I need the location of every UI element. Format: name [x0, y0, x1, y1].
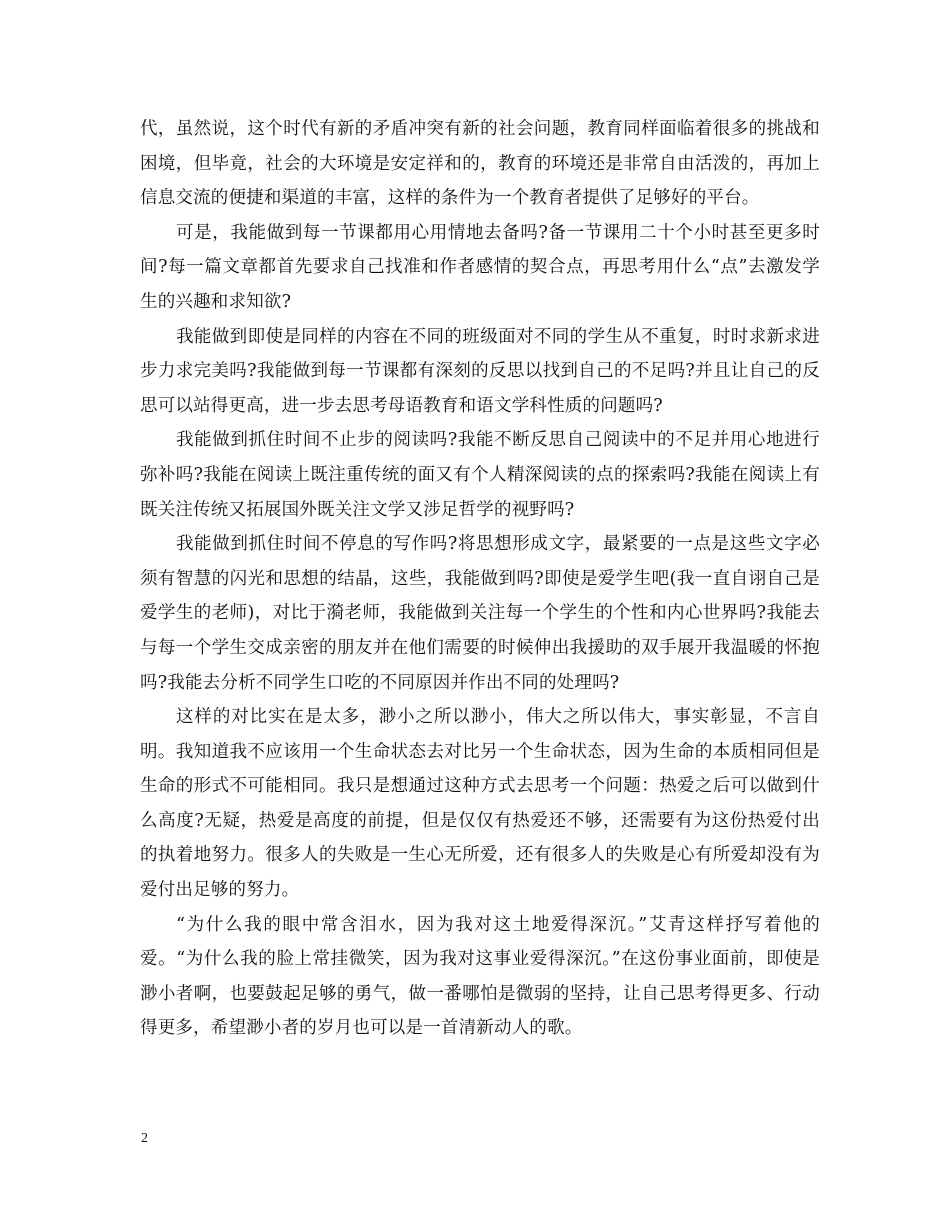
paragraph-2: 可是，我能做到每一节课都用心用情地去备吗?备一节课用二十个小时甚至更多时间?每一篇文章都首先要求自己找准和作者感情的契合点，再思考用什么“点”去激发学生的兴趣和求知欲? — [140, 222, 820, 312]
paragraph-4: 我能做到抓住时间不止步的阅读吗?我能不断反思自己阅读中的不足并用心地进行弥补吗?我能在阅读上既注重传统的面又有个人精深阅读的点的探索吗?我能在阅读上有既关注传统又拓展国外既关注文学又涉足哲学的视野吗? — [140, 430, 820, 520]
page-number: 2 — [141, 1131, 148, 1146]
body-text — [140, 112, 820, 1046]
paragraph-3: 我能做到即使是同样的内容在不同的班级面对不同的学生从不重复，时时求新求进步力求完美吗?我能做到每一节课都有深刻的反思以找到自己的不足吗?并且让自己的反思可以站得更高，进一步去思考母语教育和语文学科性质的问题吗? — [140, 326, 820, 416]
paragraph-1: 代，虽然说，这个时代有新的矛盾冲突有新的社会问题，教育同样面临着很多的挑战和困境，但毕竟，社会的大环境是安定祥和的，教育的环境还是非常自由活泼的，再加上信息交流的便捷和渠道的丰富，这样的条件为一个教育者提供了足够好的平台。 — [140, 119, 820, 209]
paragraph-6: 这样的对比实在是太多，渺小之所以渺小，伟大之所以伟大，事实彰显，不言自明。我知道我不应该用一个生命状态去对比另一个生命状态，因为生命的本质相同但是生命的形式不可能相同。我只是想通过这种方式去思考一个问题：热爱之后可以做到什么高度?无疑，热爱是高度的前提，但是仅仅有热爱还不够，还需要有为这份热爱付出的执着地努力。很多人的失败是一生心无所爱，还有很多人的失败是心有所爱却没有为爱付出足够的努力。 — [140, 707, 820, 901]
paragraph-7: “为什么我的眼中常含泪水，因为我对这土地爱得深沉。”艾青这样抒写着他的爱。“为什么我的脸上常挂微笑，因为我对这事业爱得深沉。”在这份事业面前，即使是渺小者啊，也要鼓起足够的勇气，做一番哪怕是微弱的坚持，让自己思考得更多、行动得更多，希望渺小者的岁月也可以是一首清新动人的歌。 — [140, 914, 820, 1039]
paragraph-5: 我能做到抓住时间不停息的写作吗?将思想形成文字，最紧要的一点是这些文字必须有智慧的闪光和思想的结晶，这些，我能做到吗?即使是爱学生吧(我一直自诩自己是爱学生的老师)，对比于漪老师，我能做到关注每一个学生的个性和内心世界吗?我能去与每一个学生交成亲密的朋友并在他们需要的时候伸出我援助的双手展开我温暖的怀抱吗?我能去分析不同学生口吃的不同原因并作出不同的处理吗? — [140, 534, 820, 693]
